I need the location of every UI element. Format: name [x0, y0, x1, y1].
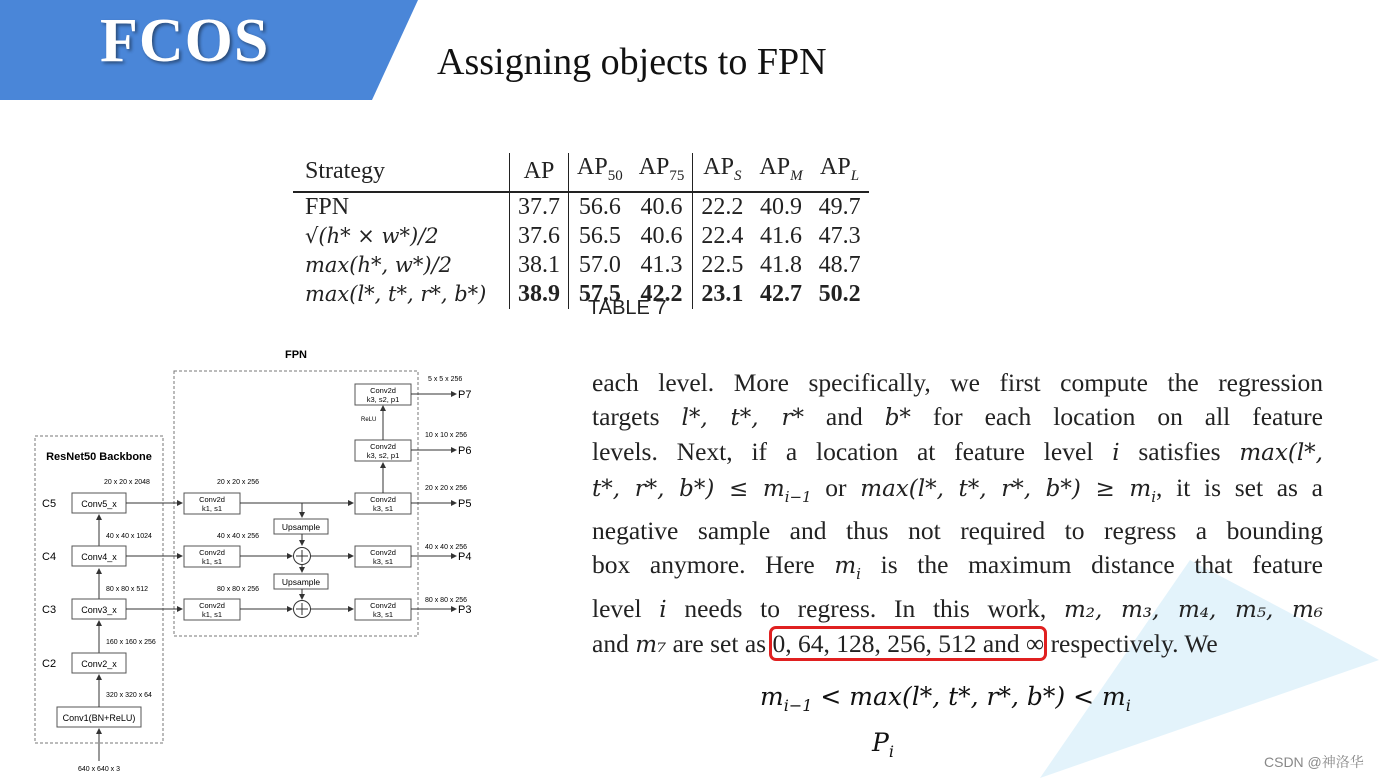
stage-block-label: Conv5_x	[81, 499, 117, 509]
output-conv-label: Conv2d	[370, 601, 396, 610]
output-dim: 5 x 5 x 256	[428, 376, 463, 383]
output-label: P7	[458, 389, 472, 401]
table-cell: 38.9	[510, 280, 569, 309]
table-cell: 40.9	[759, 193, 802, 220]
table-cell: 38.1	[510, 251, 569, 280]
strategy-cell: max(h*, w*)/2	[293, 251, 510, 280]
table-row	[293, 280, 869, 309]
slide-title: Assigning objects to FPN	[437, 41, 827, 83]
assignment-formula: $m_{i-1} < \max(l*$, t*, r*, $b*) < m_i$	[760, 682, 1131, 715]
table-cell: 37.6	[510, 222, 569, 251]
output-label: P4	[458, 551, 472, 563]
upsample-label: Upsample	[281, 522, 321, 532]
upsample-label: Upsample	[281, 577, 321, 587]
table-cell: 41.8	[759, 251, 802, 278]
output-label: P6	[458, 445, 472, 457]
lateral-conv-label: k1, s1	[201, 504, 223, 513]
output-conv-label: k3, s1	[372, 504, 394, 513]
table-cell: 23.1	[701, 280, 744, 307]
backbone-title: ResNet50 Backbone	[46, 451, 152, 463]
table-cell: 41.6	[759, 222, 802, 249]
highlighted-thresholds: 0, 64, 128, 256, 512 and ∞	[772, 629, 1045, 659]
stem-label: Conv1(BN+ReLU)	[62, 713, 136, 723]
stage-block-label: Conv2_x	[81, 659, 117, 669]
paragraph-line: and m₇ are set as 0, 64, 128, 256, 512 and ∞ respectively. We	[592, 629, 1218, 659]
fpn-architecture-diagram	[28, 343, 488, 773]
column-header: $AP_M$	[751, 153, 810, 192]
downsample-conv-label: Conv2d	[370, 386, 396, 395]
table-cell: 40.6	[631, 192, 693, 222]
stage-block-label: Conv3_x	[81, 605, 117, 615]
output-conv-label: Conv2d	[370, 495, 396, 504]
paragraph-line: t*, r*, $b*) \le m_{i-1}$ or max(l*, t*, r*, $b*) \ge m_i$, it is set as a	[592, 472, 1323, 506]
output-conv-label: Conv2d	[370, 548, 396, 557]
output-label: P3	[458, 604, 472, 616]
stage-dim: 80 x 80 x 512	[106, 586, 149, 593]
table-cell: 22.2	[701, 193, 744, 220]
table-cell: 57.0	[578, 251, 621, 278]
downsample-conv-label: Conv2d	[370, 442, 396, 451]
table-cell: 37.7	[510, 192, 569, 222]
lateral-dim: 40 x 40 x 256	[217, 533, 260, 540]
output-dim: 40 x 40 x 256	[425, 544, 468, 551]
table-row	[293, 251, 869, 280]
stage-dim: 40 x 40 x 1024	[106, 533, 152, 540]
lateral-conv-label: Conv2d	[199, 601, 225, 610]
lateral-conv-label: k1, s1	[201, 610, 223, 619]
stage-dim: 20 x 20 x 2048	[104, 479, 150, 486]
strategy-cell: max(l*, t*, r*, b*)	[293, 280, 510, 309]
output-dim: 20 x 20 x 256	[425, 485, 468, 492]
output-dim: 80 x 80 x 256	[425, 597, 468, 604]
column-header: $AP_{75}$	[631, 153, 693, 192]
stage-dim: 160 x 160 x 256	[106, 639, 156, 646]
table-cell: 42.7	[759, 280, 802, 307]
column-header: $AP_{50}$	[569, 153, 631, 192]
results-table	[293, 153, 869, 309]
lateral-dim: 20 x 20 x 256	[217, 479, 260, 486]
stage-label: C4	[42, 551, 57, 563]
table-cell: 48.7	[818, 251, 861, 278]
table-cell: 49.7	[818, 193, 861, 220]
output-conv-label: k3, s1	[372, 557, 394, 566]
lateral-conv-label: Conv2d	[199, 495, 225, 504]
relu-label: ReLU	[361, 417, 377, 423]
lateral-conv-label: Conv2d	[199, 548, 225, 557]
column-header: $AP_S$	[693, 153, 752, 192]
table-cell: 41.3	[631, 251, 693, 280]
table-cell: 47.3	[818, 222, 861, 249]
downsample-conv-label: k3, s2, p1	[366, 451, 400, 460]
lateral-conv-label: k1, s1	[201, 557, 223, 566]
column-header: Strategy	[293, 153, 510, 192]
output-label: P5	[458, 498, 472, 510]
paragraph-line: negative sample and thus not required to regress a bounding	[592, 516, 1323, 546]
downsample-conv-label: k3, s2, p1	[366, 395, 400, 404]
stage-label: C5	[42, 498, 57, 510]
watermark: CSDN @神洛华	[1264, 754, 1364, 770]
table-cell: 22.4	[701, 222, 744, 249]
table-header-row	[293, 153, 869, 192]
table-cell: 22.5	[701, 251, 744, 278]
table-row	[293, 222, 869, 251]
output-conv-label: k3, s1	[372, 610, 394, 619]
lateral-dim: 80 x 80 x 256	[217, 586, 260, 593]
output-dim: 10 x 10 x 256	[425, 432, 468, 439]
table-cell: 56.5	[578, 222, 621, 249]
paragraph-line: box anymore. Here $m_i$ is the maximum distance that feature	[592, 550, 1323, 584]
strategy-cell: FPN	[293, 192, 510, 222]
strategy-cell: √(h* × w*)/2	[293, 222, 510, 251]
stage-block-label: Conv4_x	[81, 552, 117, 562]
table-cell: 50.2	[818, 280, 861, 307]
pyramid-level-symbol: $P_i$	[872, 728, 894, 761]
table-cell: 40.6	[631, 222, 693, 251]
table-cell: 56.6	[578, 193, 621, 220]
paragraph-line: level i needs to regress. In this work, m₂, m₃, m₄, m₅, m₆	[592, 593, 1323, 623]
paragraph-line: levels. Next, if a location at feature level i satisfies max(l*,	[592, 437, 1323, 467]
paragraph-line: targets l*, t*, r* and b* for each location on all feature	[592, 401, 1323, 431]
column-header: AP	[510, 153, 569, 192]
stage-label: C3	[42, 604, 57, 616]
paper-paragraph	[592, 366, 1323, 663]
logo-text: FCOS	[100, 7, 270, 75]
stage-label: C2	[42, 658, 57, 670]
column-header: $AP_L$	[811, 153, 869, 192]
paragraph-line: each level. More specifically, we first compute the regression	[592, 368, 1323, 397]
table-caption: TABLE 7	[588, 297, 667, 319]
table-cell: 42.2	[631, 280, 693, 309]
stage-dim: 320 x 320 x 64	[106, 692, 152, 699]
fpn-title: FPN	[285, 349, 307, 361]
table-cell: 57.5	[578, 280, 621, 307]
table-row	[293, 192, 869, 222]
input-size: 640 x 640 x 3	[77, 766, 121, 773]
